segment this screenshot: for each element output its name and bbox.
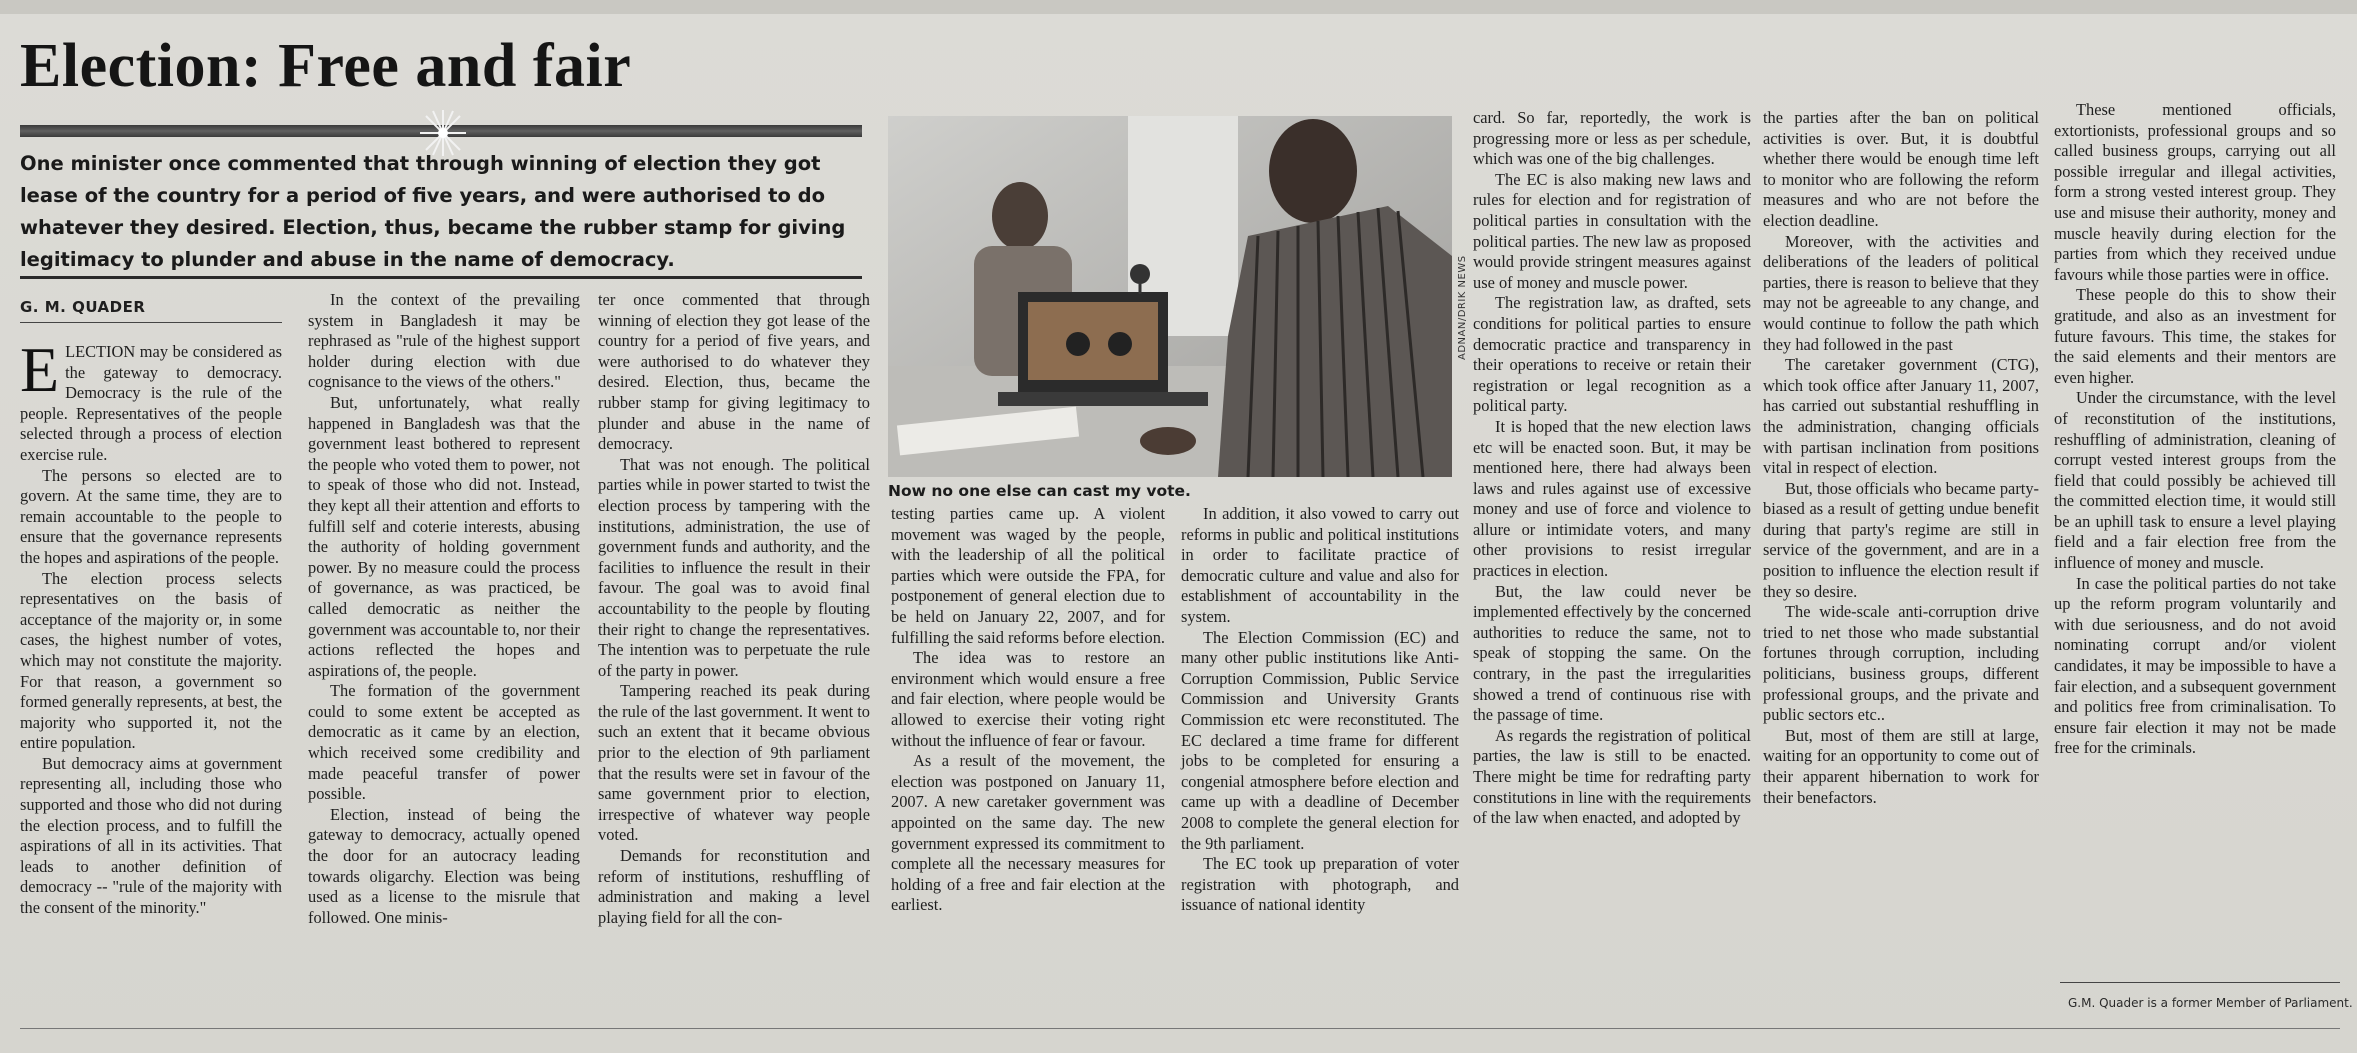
paragraph: The election process selects representatives on the basis of acceptance of the majority or, in some cases, the highest number of votes, which may not constitute the majority. For that reason, a government so formed generally represents, at best, the majority who supported it, not the entire population. (20, 568, 282, 753)
paragraph: the parties after the ban on political activities is over. But, it is doubtful whether there would be enough time left to monitor who are following the reform measures and who are not before the election deadline. (1763, 108, 2039, 230)
paragraph: card. So far, reportedly, the work is progressing more or less as per schedule, which was one of the big challenges. (1473, 108, 1751, 169)
photo-caption: Now no one else can cast my vote. (888, 482, 1191, 500)
paragraph: In addition, it also vowed to carry out reforms in public and political institutions in order to facilitate practice of democratic culture and value and also for establishment of accountability in the system. (1181, 504, 1459, 626)
column-4 (891, 504, 1165, 916)
column-5 (1181, 504, 1459, 916)
paragraph: Under the circumstance, with the level of reconstitution of the institutions, reshuffling of administration, cleaning of corrupt vested interest groups from the field that could possibly be achieved till the committed election time, it would still be an uphill task to ensure a level playing field and a fair election free from the influence of money and muscle. (2054, 388, 2336, 573)
column-3 (598, 290, 870, 928)
column-7 (1763, 108, 2039, 808)
photo-credit: ADNAN/DRIK NEWS (1457, 255, 1468, 360)
paragraph: But, unfortunately, what really happened in Bangladesh was that the government least bothered to represent the people who voted them to power, not to speak of those who did not. Instead, they kept all their attention and efforts to fulfill self and coterie interests, abusing the authority of holding government power. By no measure could the process of governance, as was practiced, be called democratic as neither the government was accountable to, nor their actions reflected the hopes and aspirations of, the people. (308, 392, 580, 680)
byline: G. M. QUADER (20, 298, 146, 316)
paragraph: But, most of them are still at large, waiting for an opportunity to come out of their apparent hibernation to work for their benefactors. (1763, 725, 2039, 807)
headline: Election: Free and fair (20, 32, 632, 100)
article-deck: One minister once commented that through winning of election they got lease of the country for a period of five years, and were authorised to do whatever they desired. Election, thus, became the rubber stamp for giving legitimacy to plunder and abuse in the name of democracy. (20, 152, 846, 271)
paragraph: Moreover, with the activities and deliberations of the leaders of political parties, there is reason to believe that they may not be agreeable to any change, and would continue to follow the path which they had followed in the past (1763, 231, 2039, 354)
photo-image (888, 116, 1452, 477)
paragraph: It is hoped that the new election laws etc will be enacted soon. But, it may be mentioned here, there had always been laws and rules against use of excessive money and use of force and violence to allure or intimidate voters, and many other provisions to resist irregular practices in election. (1473, 416, 1751, 581)
paragraph: But democracy aims at government representing all, including those who supported and those who did not during the election process, and to fulfill the aspirations of all in its activities. That leads to another definition of democracy -- "rule of the majority with the consent of the minority." (20, 753, 282, 918)
paragraph: Demands for reconstitution and reform of institutions, reshuffling of administration and making a level playing field for all the con- (598, 846, 870, 927)
deck-rule (20, 276, 862, 279)
paragraph: As regards the registration of political parties, the law is still to be enacted. There might be time for redrafting party constitutions in line with the requirements of the law when enacted, and adopted by (1473, 725, 1751, 828)
paragraph: These people do this to show their gratitude, and also as an investment for future favours. This time, the stakes for the said elements and their mentors are even higher. (2054, 285, 2336, 387)
paragraph: But, those officials who became party-biased as a result of getting undue benefit during that party's regime are still in service of the government, and are in a position to influence the election result if they so desire. (1763, 478, 2039, 601)
column-8 (2054, 100, 2336, 759)
paragraph: In case the political parties do not take up the reform program voluntarily and with due seriousness, and do not avoid nominating corrupt and/or violent candidates, it may be impossible to have a fair election, and a subsequent government and politics free from criminalisation. To ensure fair election it may not be made free for the criminals. (2054, 573, 2336, 758)
paragraph: ELECTION may be considered as the gateway to democracy. Democracy is the rule of the people. Representatives of the people selected through a process of election exercise rule. (20, 334, 282, 464)
paragraph: In the context of the prevailing system in Bangladesh it may be rephrased as "rule of the highest support holder during election with due cognisance to the views of the others." (308, 290, 580, 392)
paragraph: The idea was to restore an environment which would ensure a free and fair election, where people would be allowed to exercise their voting right without the influence of fear or favour. (891, 648, 1165, 750)
paragraph: Election, instead of being the gateway to democracy, actually opened the door for an autocracy leading towards oligarchy. Election was being used as a license to the misrule that followed. One minis- (308, 804, 580, 927)
author-note: G.M. Quader is a former Member of Parliament. (2068, 996, 2353, 1010)
paragraph: The formation of the government could to some extent be accepted as democratic as it came by an election, which received some credibility and made peaceful transfer of power possible. (308, 681, 580, 804)
footnote-rule (2060, 982, 2340, 983)
byline-rule (20, 322, 282, 323)
news-photo (888, 116, 1452, 477)
drop-cap: E (20, 334, 60, 405)
paragraph: The EC is also making new laws and rules for election and for registration of political parties in consultation with the political parties. The new law as proposed would provide stringent measures against use of money and muscle power. (1473, 169, 1751, 292)
column-6 (1473, 108, 1751, 829)
paragraph: But, the law could never be implemented effectively by the concerned authorities to reduce the same, not to speak of stopping the same. On the contrary, in the past the irregularities showed a trend of continuous rise with the passage of time. (1473, 581, 1751, 725)
paragraph: testing parties came up. A violent movement was waged by the people, with the leadership of all the political parties which were outside the FPA, for postponement of general election due to be held on January 22, 2007, and for fulfilling the said reforms before election. (891, 504, 1165, 647)
paragraph: The persons so elected are to govern. At the same time, they are to remain accountable to the people to ensure that the governance represents the hopes and aspirations of the people. (20, 465, 282, 567)
paragraph: The Election Commission (EC) and many other public institutions like Anti-Corruption Commission, Public Service Commission and University Grants Commission etc were reconstituted. The EC declared a time frame for different jobs to be completed for ensuring a congenial atmosphere before election and came up with a deadline of December 2008 to complete the general election for the 9th parliament. (1181, 627, 1459, 853)
paragraph: The wide-scale anti-corruption drive tried to net those who made substantial fortunes through corruption, including politicians, business groups, different professional groups, and the private and public sectors etc.. (1763, 602, 2039, 725)
paragraph: That was not enough. The political parties while in power started to twist the election process by tampering with the institutions, administration, the use of government funds and authority, and the facilities to influence the result in their favour. The goal was to avoid final accountability to the people by flouting their right to change the representatives. The intention was to perpetuate the rule of the party in power. (598, 454, 870, 680)
paragraph: As a result of the movement, the election was postponed on January 11, 2007. A new caretaker government was appointed on the same day. The new government expressed its commitment to complete all the necessary measures for holding of a free and fair election at the earliest. (891, 751, 1165, 915)
paragraph: ter once commented that through winning of election they got lease of the country for a period of five years, and were authorised to do whatever they desired. Election, thus, became the rubber stamp for giving legitimacy to plunder and abuse in the name of democracy. (598, 290, 870, 454)
paragraph: The caretaker government (CTG), which took office after January 11, 2007, has carried out substantial reshuffling in the administration, changing officials with partisan inclination from positions vital in respect of election. (1763, 355, 2039, 478)
column-2 (308, 290, 580, 928)
page-bottom-rule (20, 1028, 2340, 1029)
paragraph: Tampering reached its peak during the rule of the last government. It went to such an extent that it became obvious prior to the election of 9th parliament that the results were set in favour of the same government prior to election, irrespective of whatever way people voted. (598, 681, 870, 845)
column-1 (20, 334, 282, 919)
paragraph: The EC took up preparation of voter registration with photograph, and issuance of national identity (1181, 854, 1459, 915)
paragraph: These mentioned officials, extortionists, professional groups and so called business groups, carrying out all possible irregular and illegal activities, form a strong vested interest group. They use and misuse their authority, money and muscle heavily during election for the parties from which they received undue favours while those parties were in office. (2054, 100, 2336, 284)
paragraph: The registration law, as drafted, sets conditions for political parties to ensure democratic practice and transparency in their operations to receive or retain their registration or legal recognition as a political party. (1473, 293, 1751, 416)
top-strip (0, 0, 2357, 14)
